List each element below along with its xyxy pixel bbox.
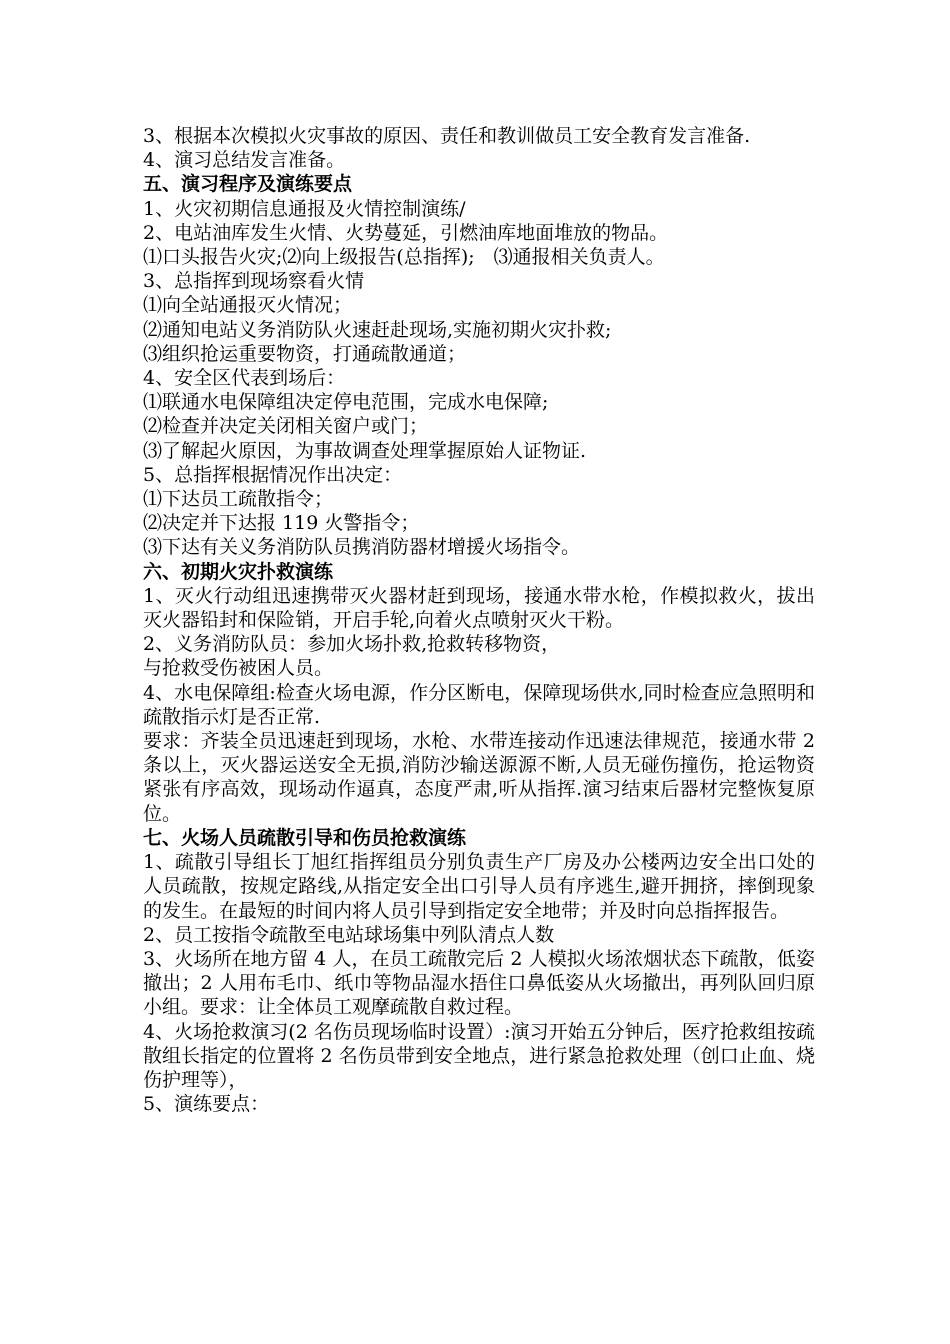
paragraph: ⑴口头报告火灾;⑵向上级报告(总指挥); ⑶通报相关负责人。: [143, 246, 665, 269]
paragraph: 1、火灾初期信息通报及火情控制演练/: [143, 197, 466, 220]
paragraph: 要求：齐装全员迅速赶到现场，水枪、水带连接动作迅速法律规范，接通水带 2 条以上，灭火器运送安全无损,消防沙输送源源不断,人员无碰伤撞伤，抢运物资紧张有序高效，现场动作逼真，态度严肃,听从指挥.演习结束后器材完整恢复原位。: [143, 730, 815, 825]
paragraph: 与抢救受伤被困人员。: [143, 657, 334, 680]
document-page: [143, 124, 815, 1116]
section-heading: 五、演习程序及演练要点: [143, 173, 353, 196]
paragraph: ⑴联通水电保障组决定停电范围，完成水电保障;: [143, 391, 549, 414]
paragraph: 4、安全区代表到场后：: [143, 367, 346, 390]
paragraph: 1、疏散引导组长丁旭红指挥组员分别负责生产厂房及办公楼两边安全出口处的人员疏散，按规定路线,从指定安全出口引导人员有序逃生,避开拥挤，摔倒现象的发生。在最短的时间内将人员引导到指定安全地带；并及时向总指挥报告。: [143, 851, 815, 922]
paragraph: 5、总指挥根据情况作出决定：: [143, 463, 403, 486]
paragraph: 4、水电保障组:检查火场电源，作分区断电，保障现场供水,同时检查应急照明和疏散指示灯是否正常.: [143, 681, 815, 728]
paragraph: 1、灭火行动组迅速携带灭火器材赶到现场，接通水带水枪，作模拟救火，拔出灭火器铅封和保险销，开启手轮,向着火点喷射灭火干粉。: [143, 584, 815, 632]
paragraph: ⑴下达员工疏散指令；: [143, 488, 334, 511]
paragraph: 3、总指挥到现场察看火情: [143, 270, 365, 293]
paragraph: 4、火场抢救演习(2 名伤员现场临时设置）:演习开始五分钟后，医疗抢救组按疏散组长指定的位置将 2 名伤员带到安全地点，进行紧急抢救处理（创口止血、烧伤护理等），: [143, 1020, 815, 1091]
paragraph: 5、演练要点：: [143, 1093, 270, 1116]
section-heading: 七、火场人员疏散引导和伤员抢救演练: [143, 826, 467, 849]
paragraph: 2、员工按指令疏散至电站球场集中列队清点人数: [143, 923, 555, 946]
paragraph: ⑶了解起火原因，为事故调查处理掌握原始人证物证.: [143, 439, 587, 462]
paragraph: ⑵通知电站义务消防队火速赶赴现场,实施初期火灾扑救;: [143, 318, 612, 341]
paragraph: 2、电站油库发生火情、火势蔓延，引燃油库地面堆放的物品。: [143, 221, 669, 244]
paragraph: ⑵检查并决定关闭相关窗户或门；: [143, 415, 429, 438]
paragraph: ⑶组织抢运重要物资，打通疏散通道；: [143, 342, 467, 365]
paragraph: ⑴向全站通报灭火情况；: [143, 294, 353, 317]
paragraph: 2、义务消防队员：参加火场扑救,抢救转移物资，: [143, 633, 561, 656]
paragraph: ⑵决定并下达报 119 火警指令；: [143, 512, 420, 535]
paragraph: 4、演习总结发言准备。: [143, 149, 346, 172]
paragraph: ⑶下达有关义务消防队员携消防器材增援火场指令。: [143, 536, 581, 559]
paragraph: 3、根据本次模拟火灾事故的原因、责任和教训做员工安全教育发言准备.: [143, 125, 751, 147]
section-heading: 六、初期火灾扑救演练: [143, 560, 334, 583]
paragraph: 3、火场所在地方留 4 人，在员工疏散完后 2 人模拟火场浓烟状态下疏散，低姿撤出；2 人用布毛巾、纸巾等物品湿水捂住口鼻低姿从火场撤出，再列队回归原小组。要求：让全体员工观摩疏散自救过程。: [143, 947, 815, 1019]
